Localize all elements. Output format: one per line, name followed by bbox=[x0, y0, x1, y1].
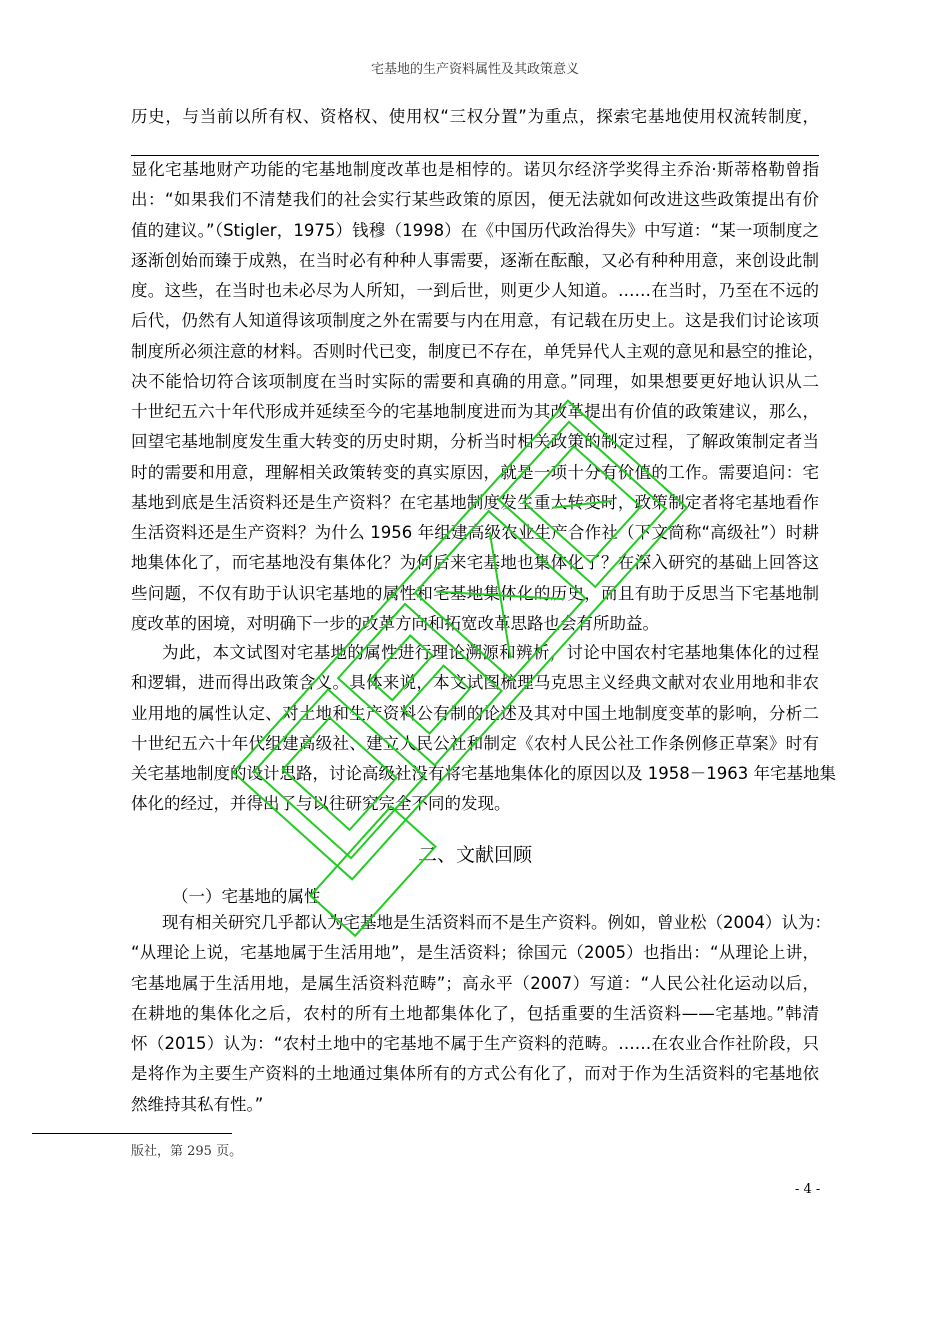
body-line: 十世纪五六十年代组建高级社、建立人民公社和制定《农村人民公社工作条例修正草案》时有 bbox=[131, 733, 819, 753]
footnote: 版社，第 295 页。 bbox=[131, 1144, 243, 1159]
running-header: 宅基地的生产资料属性及其政策意义 bbox=[370, 62, 579, 77]
body-line: 关宅基地制度的设计思路，讨论高级社没有将宅基地集体化的原因以及 1958－1963 年宅基地集 bbox=[131, 764, 836, 783]
body-line: “从理论上说，宅基地属于生活用地”，是生活资料；徐国元（2005）也指出：“从理论上讲， bbox=[131, 943, 819, 963]
body-line: 现有相关研究几乎都认为宅基地是生活资料而不是生产资料。例如，曾业松（2004）认为： bbox=[162, 913, 831, 932]
body-line: 十世纪五六十年代形成并延续至今的宅基地制度进而为其改革提出有价值的政策建议，那么， bbox=[131, 402, 819, 421]
section-heading: 二、文献回顾 bbox=[417, 844, 532, 866]
body-line: 业用地的属性认定、对土地和生产资料公有制的论述及其对中国土地制度变革的影响，分析二 bbox=[131, 703, 819, 723]
body-line: 在耕地的集体化之后，农村的所有土地都集体化了，包括重要的生活资料——宅基地。”韩清 bbox=[131, 1003, 819, 1023]
body-line: 制度所必须注意的材料。否则时代已变，制度已不存在，单凭异代人主观的意见和悬空的推论， bbox=[131, 341, 824, 361]
footnote-separator-rule bbox=[131, 155, 819, 156]
body-line: 地集体化了，而宅基地没有集体化？为何后来宅基地也集体化了？在深入研究的基础上回答这 bbox=[131, 553, 819, 573]
body-line: 逐渐创始而臻于成熟，在当时必有种种人事需要，逐渐在酝酿，又必有种种用意，来创设此制 bbox=[131, 250, 819, 270]
body-line: 体化的经过，并得出了与以往研究完全不同的发现。 bbox=[131, 794, 511, 814]
page-number: - 4 - bbox=[795, 1182, 821, 1197]
body-line: 生活资料还是生产资料？为什么 1956 年组建高级农业生产合作社（下文简称“高级社”）时耕 bbox=[131, 523, 819, 542]
body-line: 时的需要和用意，理解相关政策转变的真实原因，就是一项十分有价值的工作。需要追问：宅 bbox=[131, 462, 819, 482]
body-line: 历史，与当前以所有权、资格权、使用权“三权分置”为重点，探索宅基地使用权流转制度， bbox=[131, 107, 819, 126]
body-line: 回望宅基地制度发生重大转变的历史时期，分析当时相关政策的制定过程，了解政策制定者当 bbox=[131, 432, 819, 452]
subsection-heading: （一）宅基地的属性 bbox=[172, 887, 321, 906]
footnote-rule bbox=[32, 1133, 232, 1134]
body-line: 和逻辑，进而得出政策含义。具体来说，本文试图梳理马克思主义经典文献对农业用地和非农 bbox=[131, 673, 819, 693]
body-line: 基地到底是生活资料还是生产资料？在宅基地制度发生重大转变时，政策制定者将宅基地看作 bbox=[131, 492, 819, 512]
body-line: 为此，本文试图对宅基地的属性进行理论溯源和辨析，讨论中国农村宅基地集体化的过程 bbox=[162, 643, 819, 662]
body-line: 怀（2015）认为：“农村土地中的宅基地不属于生产资料的范畴。……在农业合作社阶段，只 bbox=[131, 1034, 819, 1053]
body-line: 然维持其私有性。” bbox=[131, 1094, 264, 1114]
body-line: 决不能恰切符合该项制度在当时实际的需要和真确的用意。”同理，如果想要更好地认识从二 bbox=[131, 371, 819, 391]
body-line: 宅基地属于生活用地，是属生活资料范畴”；高永平（2007）写道：“人民公社化运动以后， bbox=[131, 973, 819, 993]
body-line: 些问题，不仅有助于认识宅基地的属性和宅基地集体化的历史，而且有助于反思当下宅基地制 bbox=[131, 583, 819, 603]
body-line: 出：“如果我们不清楚我们的社会实行某些政策的原因，便无法就如何改进这些政策提出有价 bbox=[131, 190, 819, 210]
body-line: 后代，仍然有人知道得该项制度之外在需要与内在用意，有记载在历史上。这是我们讨论该项 bbox=[131, 311, 819, 331]
body-line: 度。这些，在当时也未必尽为人所知，一到后世，则更少人知道。……在当时，乃至在不远的 bbox=[131, 281, 819, 300]
body-line: 值的建议。”（Stigler，1975）钱穆（1998）在《中国历代政治得失》中写道：“某一项制度之 bbox=[131, 220, 819, 240]
body-line: 显化宅基地财产功能的宅基地制度改革也是相悖的。诺贝尔经济学奖得主乔治·斯蒂格勒曾指 bbox=[131, 160, 819, 179]
body-line: 是将作为主要生产资料的土地通过集体所有的方式公有化了，而对于作为生活资料的宅基地依 bbox=[131, 1064, 819, 1084]
body-line: 度改革的困境，对明确下一步的改革方向和拓宽改革思路也会有所助益。 bbox=[131, 613, 659, 633]
